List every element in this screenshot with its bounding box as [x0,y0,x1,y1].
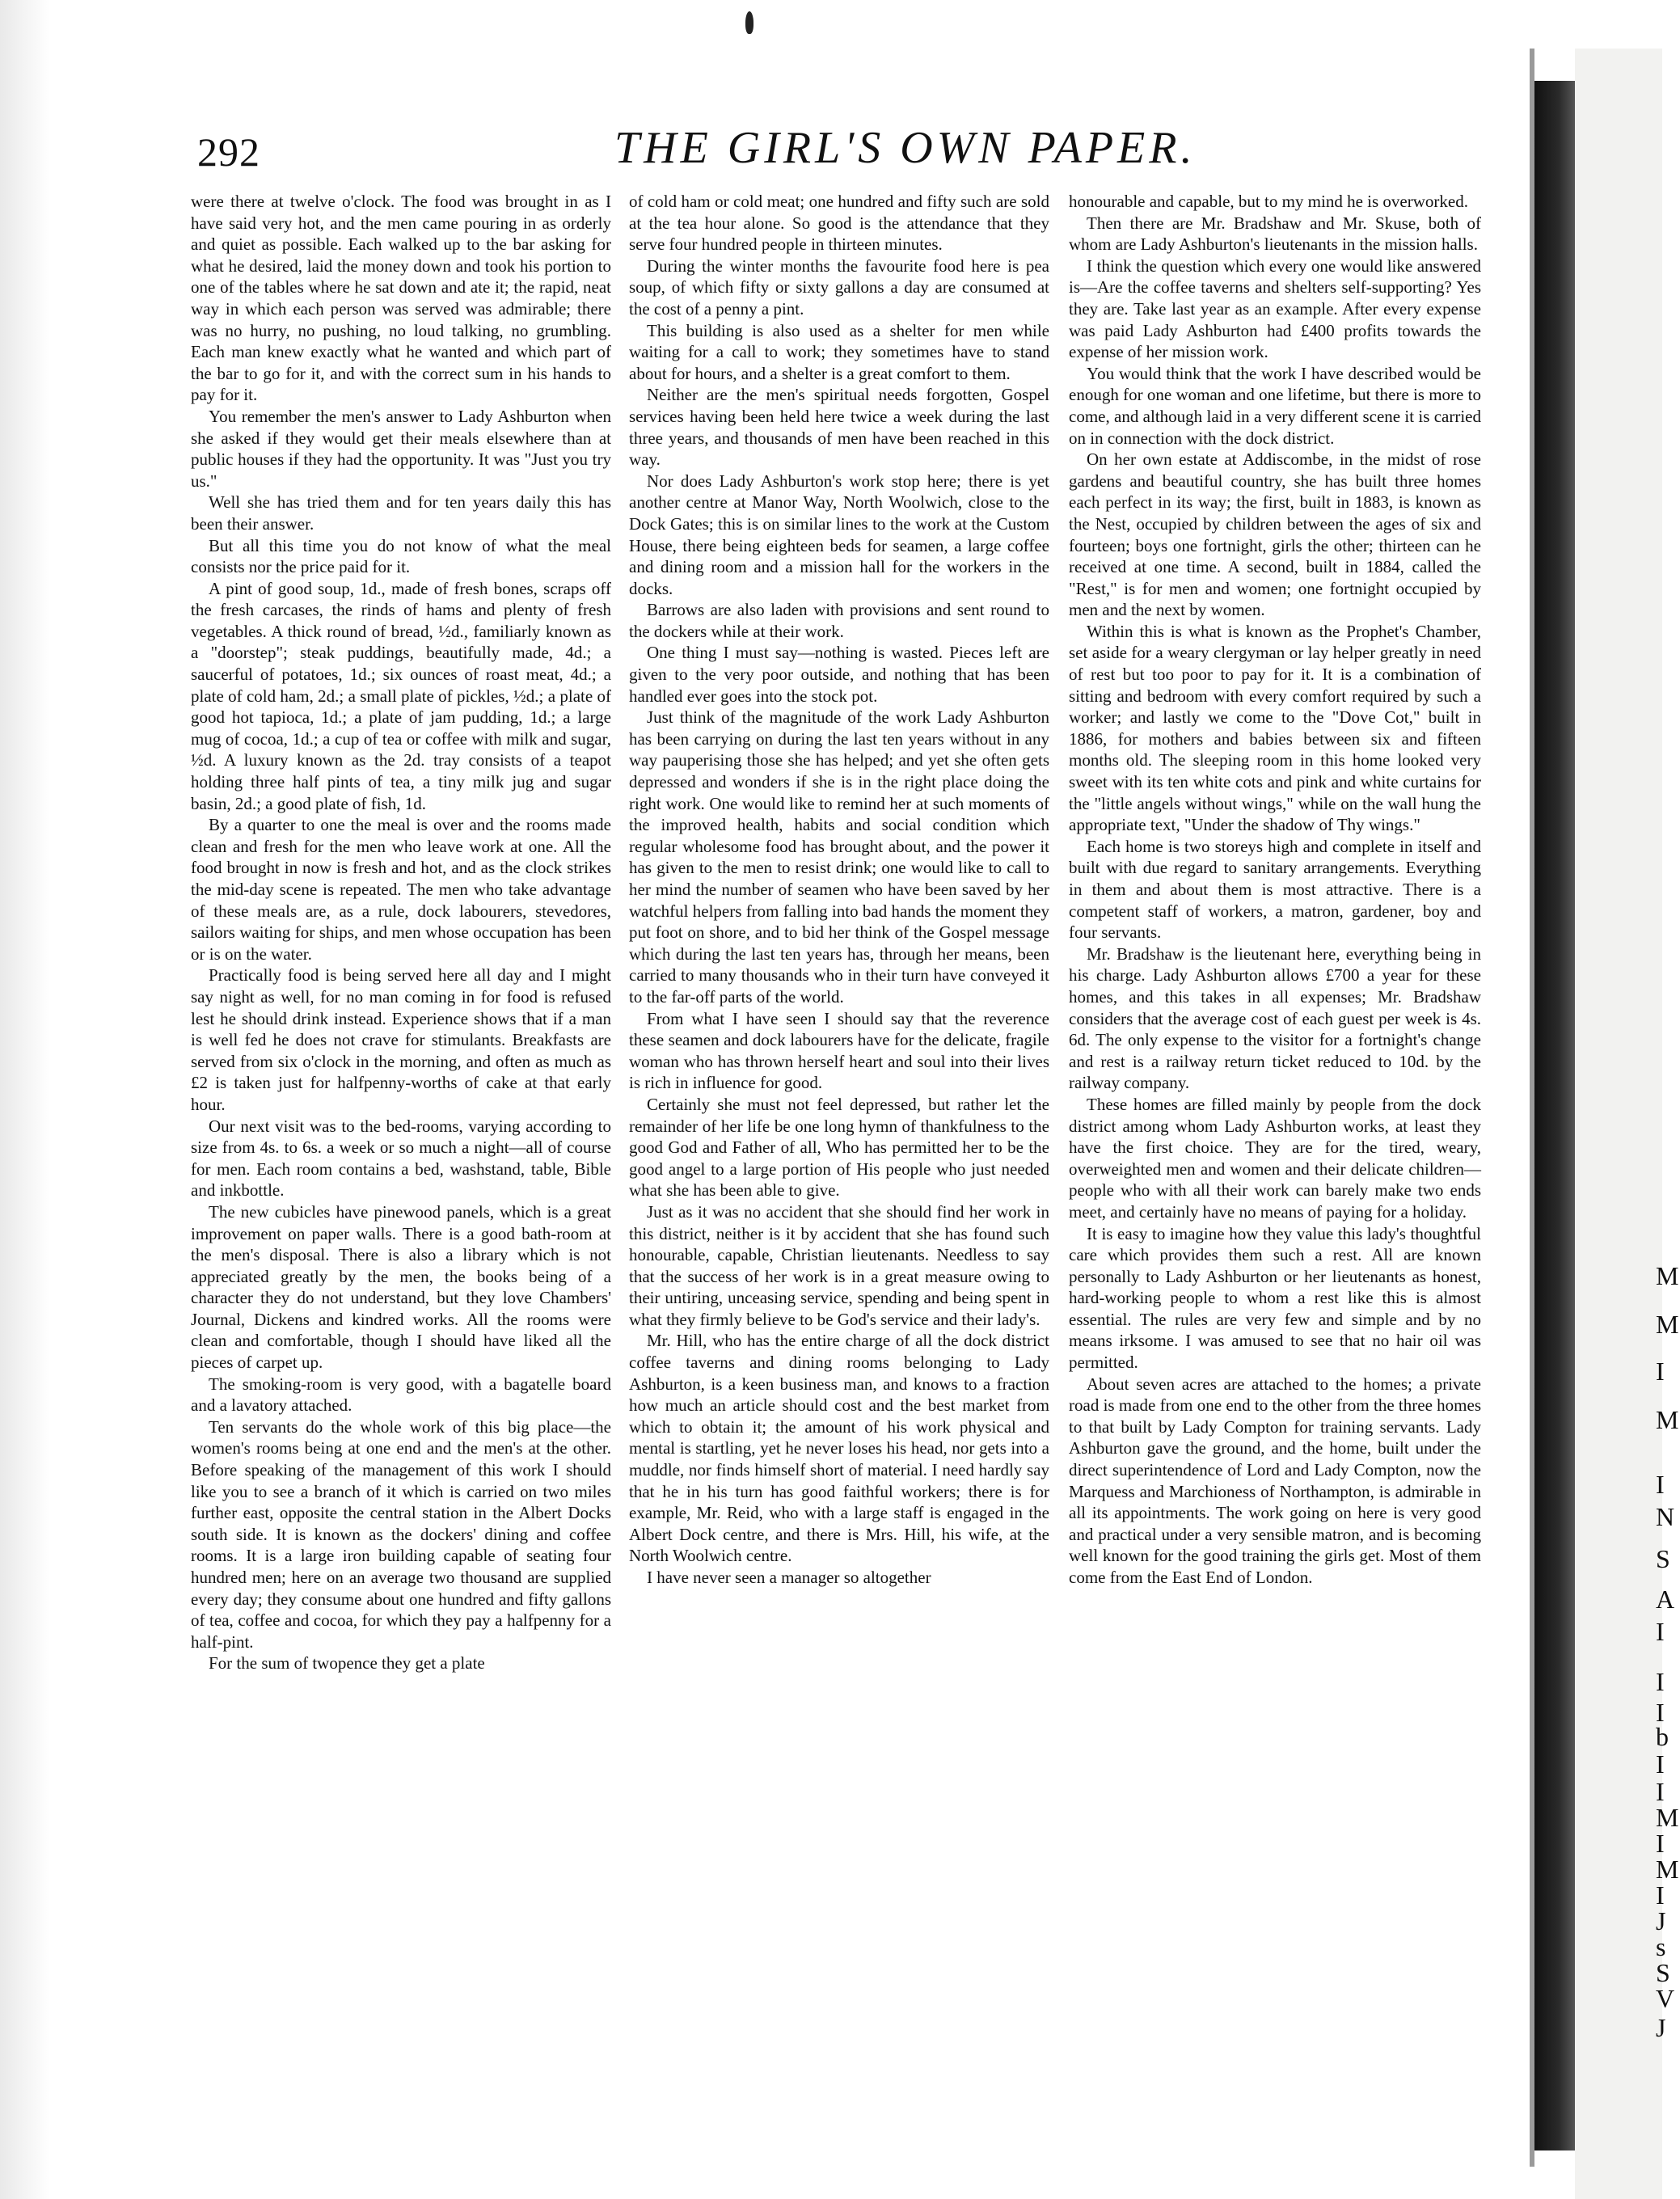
paragraph: of cold ham or cold meat; one hundred and fifty such are sold at the tea hour alone. So good is the attendance that they serve four hundred people in thirteen minutes. [629,192,1049,255]
opposite-page-letter: M [1656,1261,1679,1290]
paragraph: Then there are Mr. Bradshaw and Mr. Skuse, both of whom are Lady Ashburton's lieutenants in the mission halls. [1069,213,1481,255]
paragraph: Mr. Hill, who has the entire charge of all the dock district coffee taverns and dining rooms belonging to Lady Ashburton, is a keen business man, and knows to a fraction how much an article should cost and the best market from which to obtain it; the amount of his work physical and mental is startling, yet he never loses his head, nor gets into a muddle, nor finds himself short of material. I need hardly say that he in his turn has good faithful workers; there is for example, Mr. Reid, who with a large staff is engaged in the Albert Dock centre, and there is Mrs. Hill, his wife, at the North Woolwich centre. [629,1331,1049,1566]
opposite-page-letter: M [1656,1855,1679,1884]
opposite-page-letter: M [1656,1310,1679,1339]
scan-page-edge [0,0,50,2199]
opposite-page-letter: I [1656,1777,1665,1806]
paragraph: Ten servants do the whole work of this big place—the women's rooms being at one end and the men's at the other. Before speaking of the management of this work I should like you to see a branch of it which is carried on two miles further east, opposite the central station in the Albert Docks south side. It is known as the dockers' dining and coffee rooms. It is a large iron building capable of seating four hundred men; here on an average two thousand are supplied every day; they consume about one hundred and fifty gallons of tea, coffee and cocoa, for which they pay a halfpenny for a half-pint. [191,1416,611,1652]
paragraph: For the sum of twopence they get a plate [209,1653,485,1674]
paragraph: honourable and capable, but to my mind he is overworked. [1069,192,1468,211]
opposite-page-letter: I [1656,1880,1665,1910]
paragraph: Our next visit was to the bed-rooms, varying according to size from 4s. to 6s. a week or so much a night—all of course for men. Each room contains a bed, washstand, table, Bible and inkbottle. [191,1116,611,1201]
paragraph: Just as it was no accident that she should find her work in this district, neither is it by accident that she has found such honourable, capable, Christian lieutenants. Needless to say that the success of her work is in a great measure owing to their untiring, unceasing service, spending and being spent in what they firmly believe to be God's service and their lady's. [629,1201,1049,1329]
paragraph: The smoking-room is very good, with a bagatelle board and a lavatory attached. [191,1374,611,1416]
paragraph: Mr. Bradshaw is the lieutenant here, everything being in his charge. Lady Ashburton allows £700 a year for these homes, and this takes in all expenses; Mr. Bradshaw considers that the average cost of each guest per week is 4s. 6d. The only expense to the visitor for a fortnight's change and rest is a railway return ticket reduced to 10d. by the railway company. [1069,943,1481,1093]
running-head: THE GIRL'S OWN PAPER. [614,123,1197,173]
paragraph: About seven acres are attached to the homes; a private road is made from one end to the other from the three homes to that built by Lady Compton for training servants. Lady Ashburton gave the ground, and the home, built under the direct superintendence of Lord and Lady Compton, now the Marquess and Marchioness of Northampton, is admirable in all its appointments. The work going on here is very good and practical under a very sensible matron, and is becoming well known for the good training the girls get. Most of them come from the East End of London. [1069,1374,1481,1587]
paragraph: You remember the men's answer to Lady Ashburton when she asked if they would get their meals elsewhere than at public houses if they had the opportunity. It was "Just you try us." [191,406,611,491]
opposite-page-letter: I [1656,1357,1665,1386]
paragraph: You would think that the work I have described would be enough for one woman and one lifetime, but there is more to come, and although laid in a very different scene it is carried on in connection with the dock district. [1069,363,1481,448]
text-column-1 [191,191,611,2163]
opposite-page-letter: M [1656,1803,1679,1832]
opposite-page-letter: S [1656,1544,1670,1573]
opposite-page-letter: A [1656,1585,1675,1614]
scan-mark [745,11,753,34]
paragraph: This building is also used as a shelter for men while waiting for a call to work; they sometimes have to stand about for hours, and a shelter is a great comfort to them. [629,320,1049,383]
opposite-page-letter: s [1656,1932,1666,1961]
opposite-page-letter: S [1656,1958,1670,1987]
opposite-page-letter: I [1656,1470,1665,1499]
paragraph: A pint of good soup, 1d., made of fresh bones, scraps off the fresh carcases, the rinds of hams and plenty of fresh vegetables. A thick round of bread, ½d., familiarly known as a "doorstep"; steak puddings, beautifully made, 4d.; a saucerful of potatoes, 1d.; six ounces of roast meat, 4d.; a plate of cold ham, 2d.; a small plate of pickles, ½d.; a plate of good hot tapioca, 1d.; a plate of jam pudding, 1d.; a large mug of cocoa, 1d.; a cup of tea or coffee with milk and sugar, ½d. A luxury known as the 2d. tray consists of a teapot holding three half pints of tea, a tiny milk jug and sugar basin, 2d.; a good plate of fish, 1d. [191,578,611,813]
paragraph: From what I have seen I should say that the reverence these seamen and dock labourers have for the delicate, fragile woman who has thrown herself heart and soul into their lives is rich in influence for good. [629,1008,1049,1093]
paragraph: But all this time you do not know of what the meal consists nor the price paid for it. [191,535,611,577]
opposite-page-letter: b [1656,1722,1669,1751]
paragraph: During the winter months the favourite food here is pea soup, of which fifty or sixty gallons a day are consumed at the cost of a penny a pint. [629,255,1049,319]
opposite-page-letter: I [1656,1749,1665,1779]
paragraph: It is easy to imagine how they value this lady's thoughtful care which provides them such a rest. All are known personally to Lady Ashburton or her lieutenants as honest, hard-working people to whom a rest like this is almost essential. The rules are very few and simple and by no means irksome. I was amused to see that no hair oil was permitted. [1069,1223,1481,1373]
paragraph: Within this is what is known as the Prophet's Chamber, set aside for a weary clergyman or lay helper greatly in need of rest but too poor to pay for it. It is a combination of sitting and bedroom with every comfort required by such a worker; and lastly we come to the "Dove Cot," built in 1886, for mothers and babies between six and fifteen months old. The sleeping room in this home looked very sweet with its ten white cots and pink and white curtains for the "little angels without wings," while on the wall hung the appropriate text, "Under the shadow of Thy wings." [1069,621,1481,835]
paragraph: Certainly she must not feel depressed, but rather let the remainder of her life be one long hymn of thankfulness to the good God and Father of all, Who has permitted her to be the good angel to a large portion of His people who just needed what she has been able to give. [629,1094,1049,1201]
paragraph: On her own estate at Addiscombe, in the midst of rose gardens and beautiful country, she has built three homes each perfect in its way; the first, built in 1883, is known as the Nest, occupied by children between the ages of six and fourteen; boys one fortnight, girls the other; thirteen can he received at one time. A second, built in 1884, called the "Rest," is for men and women; one fortnight occupied by men and the next by women. [1069,450,1481,620]
paragraph: Just think of the magnitude of the work Lady Ashburton has been carrying on during the last ten years without in any way pauperising those she has helped; and yet she often gets depressed and wonders if she is in the right place doing the right work. One would like to remind her at such moments of the improved health, habits and social condition which regular wholesome food has brought about, and the power it has given to the men to resist drink; one would like to call to her mind the number of seamen who have been saved by her watchful helpers from falling into bad hands the moment they put foot on shore, and to bid her think of the Gospel message which during the last ten years has, through her means, been carried to many thousands who in their turn have conveyed it to the far-off parts of the world. [629,707,1049,1007]
paragraph: Nor does Lady Ashburton's work stop here; there is yet another centre at Manor Way, North Woolwich, close to the Dock Gates; this is on similar lines to the work at the Custom House, there being eighteen beds for seamen, a large coffee and dining room and a mission hall for the workers in the docks. [629,471,1049,598]
paragraph: I think the question which every one would like answered is—Are the coffee taverns and shelters self-supporting? Yes they are. Take last year as an example. After every expense was paid Lady Ashburton had £400 profits towards the expense of her mission work. [1069,255,1481,362]
paragraph: Barrows are also laden with provisions and sent round to the dockers while at their work. [629,600,1049,641]
opposite-page-letter: V [1656,1984,1675,2013]
paragraph: Each home is two storeys high and complete in itself and built with due regard to sanitary arrangements. Everything in them and about them is most attractive. There is a competent staff of workers, a matron, gardener, boy and four servants. [1069,836,1481,943]
opposite-page-letter: I [1656,1698,1665,1727]
paragraph: One thing I must say—nothing is wasted. Pieces left are given to the very poor outside, and nothing that has been handled ever goes into the stock pot. [629,643,1049,706]
opposite-page-letter: J [1656,2013,1666,2042]
text-column-2 [629,191,1049,2163]
book-spine-shadow [1534,81,1575,2150]
paragraph: Neither are the men's spiritual needs forgotten, Gospel services having been held here twice a week during the last three years, and thousands of men have been reached in this way. [629,385,1049,470]
opposite-page-letter: I [1656,1667,1665,1696]
paragraph: Well she has tried them and for ten years daily this has been their answer. [191,492,611,534]
paragraph: I have never seen a manager so altogether [647,1568,931,1587]
opposite-page-letter: N [1656,1502,1675,1531]
paragraph: were there at twelve o'clock. The food was brought in as I have said very hot, and the men came pouring in as orderly and quiet as possible. Each walked up to the bar asking for what he desired, laid the money down and took his portion to one of the tables where he sat down and ate it; the rapid, neat way in which each person was served was admirable; there was no hurry, no pushing, no loud talking, no grumbling. Each man knew exactly what he wanted and which part of the bar to go for it, and with the correct sum in his hands to pay for it. [191,192,611,405]
paragraph: By a quarter to one the meal is over and the rooms made clean and fresh for the men who leave work at one. All the food brought in now is fresh and hot, and as the clock strikes the mid-day scene is repeated. The men who take advantage of these meals are, as a rule, dock labourers, stevedores, sailors waiting for ships, and men whose occupation has been or is on the water. [191,815,611,964]
paragraph: These homes are filled mainly by people from the dock district among whom Lady Ashburton works, at least they have the first choice. They are for the tired, weary, overweighted men and women and their delicate children—people who with all their work can barely make two ends meet, and certainly have no means of paying for a holiday. [1069,1094,1481,1222]
text-column-3 [1069,191,1481,2163]
paragraph: The new cubicles have pinewood panels, which is a great improvement on paper walls. There is a good bath-room at the men's disposal. There is also a library which is not appreciated greatly by the men, the books being of a character they do not understand, but they love Chambers' Journal, Dickens and kindred works. All the rooms were clean and comfortable, though I should have liked all the pieces of carpet up. [191,1201,611,1373]
page-number: 292 [197,129,260,175]
opposite-page-edge [1575,49,1679,2199]
opposite-page-letter: J [1656,1906,1666,1935]
paragraph: Practically food is being served here all day and I might say night as well, for no man coming in for food is refused lest he should drink instead. Experience shows that if a man is well fed he does not crave for stimulants. Breakfasts are served from six o'clock in the morning, and often as much as £2 is taken just for halfpenny-worths of cake at that early hour. [191,965,611,1114]
opposite-page-letter: M [1656,1405,1679,1434]
opposite-page-letter: I [1656,1617,1665,1646]
opposite-page-letter: I [1656,1829,1665,1858]
